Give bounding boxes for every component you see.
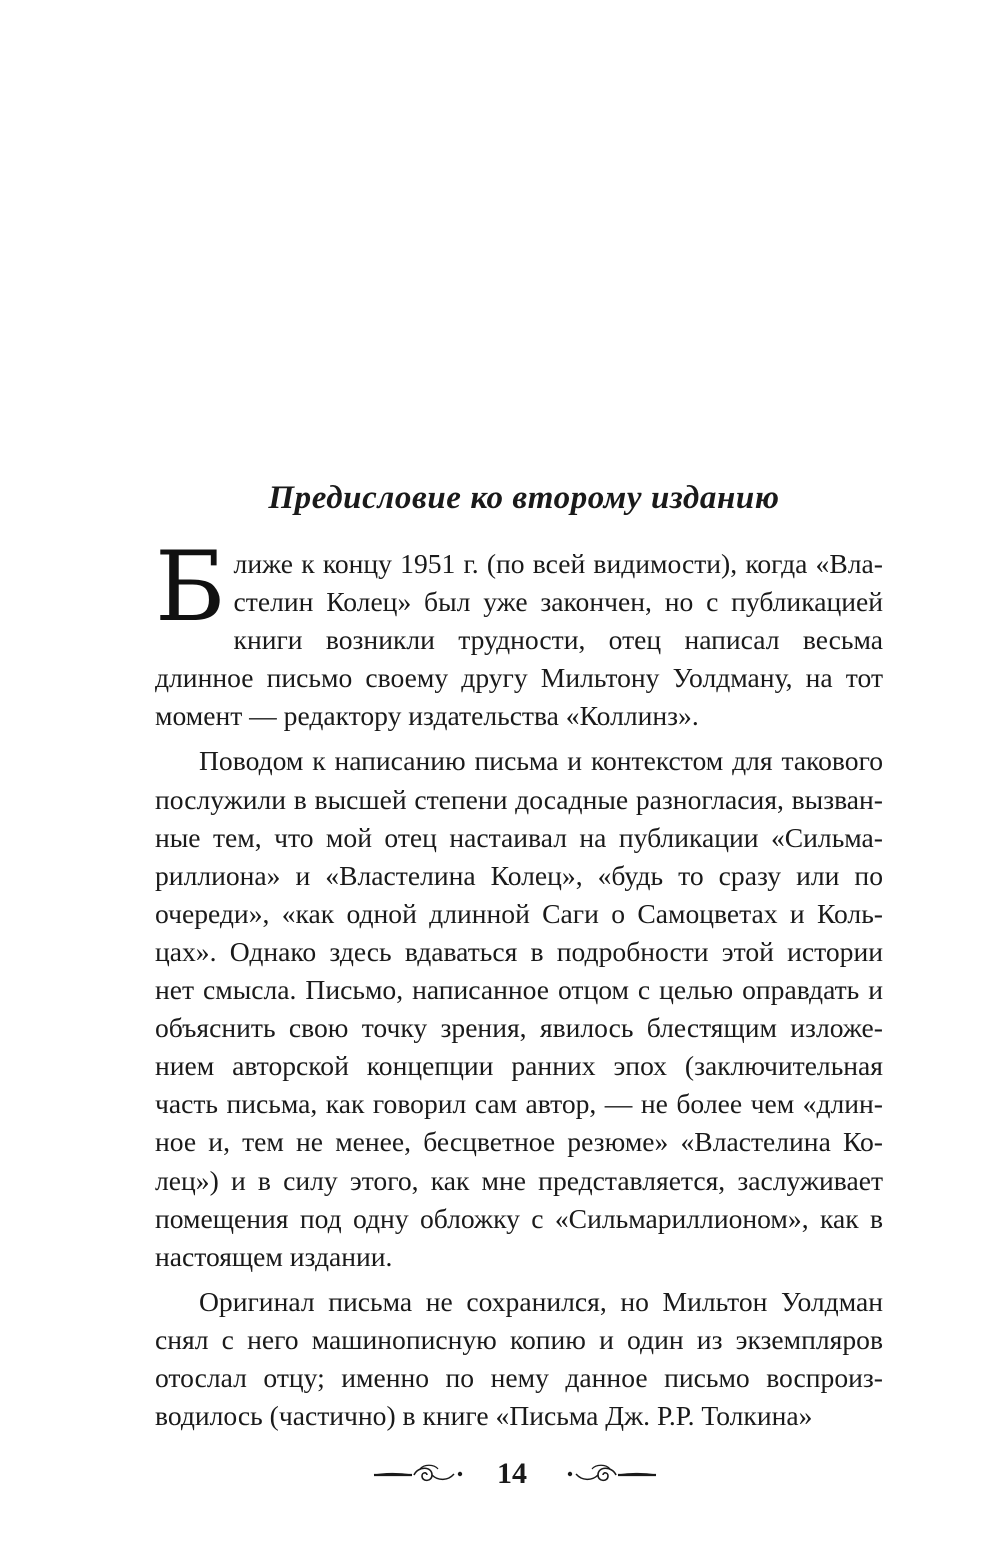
paragraph-2: Поводом к написанию письма и контекстом для такового послужили в высшей степени досадные разногласия, вызванные тем, что мой отец настаивал на публикации «Сильмариллиона» и «Властелина Колец», «будь то сразу или по очереди», «как одной длинной Саги о Самоцветах и Кольцах». Однако здесь вдаваться в подробности этой истории нет смысла. Письмо, написанное отцом с целью оправдать и объяснить свою точку зрения, явилось блестящим изложением авторской концепции ранних эпох (заключительная часть письма, как говорил сам автор, — не более чем «длинное и, тем не менее, бесцветное резюме» «Властелина Колец») и в силу этого, как мне представляется, заслуживает помещения под одну обложку с «Сильмариллионом», как в настоящем издании. [155,745,883,1272]
flourish-right-icon [548,1460,658,1490]
page-content [155,480,883,1442]
paragraph-1-text: лиже к концу 1951 г. (по всей видимости), когда «Властелин Колец» был уже закончен, но с публикацией книги возникли трудности, отец написал весьма длинное письмо своему другу Мильтону Уолдману, на тот момент — редактору издательства «Коллинз». [155,548,883,732]
paragraph-3: Оригинал письма не сохранился, но Мильтон Уолдман снял с него машинописную копию и один из экземпляров отослал отцу; именно по нему данное письмо воспроизводилось (частично) в книге «Письма Дж. Р.Р. Толкина» [155,1285,883,1432]
paragraph-1 [155,531,883,735]
page-number: 14 [497,1457,527,1490]
chapter-title: Предисловие ко второму изданию [268,480,780,516]
page-footer [0,1454,1000,1498]
drop-cap: Б [155,531,226,643]
flourish-left-icon [372,1460,482,1490]
